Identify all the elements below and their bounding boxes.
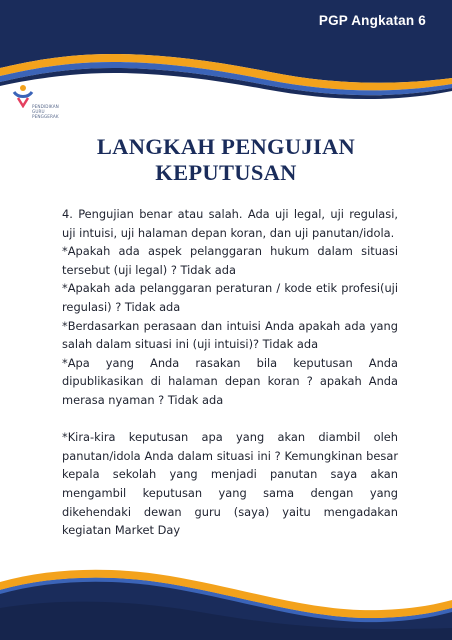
page-title <box>0 134 452 186</box>
guru-penggerak-logo <box>12 80 78 120</box>
paragraph-spacer <box>62 410 398 429</box>
footer-wave-decoration <box>0 568 452 640</box>
body-paragraph: *Kira-kira keputusan apa yang akan diambil oleh panutan/idola Anda dalam situasi ini ? Kemungkinan besar kepala sekolah yang menjadi panutan saya akan mengambil keputusan yang sama dengan yang dikehendaki dewan guru (saya) yaitu mengadakan kegiatan Market Day <box>62 430 398 538</box>
logo-text-line: PENGGERAK <box>32 114 59 119</box>
logo-text-line: PENDIDIKAN <box>32 104 59 109</box>
title-line: KEPUTUSAN <box>155 160 297 185</box>
body-text <box>62 205 398 540</box>
title-line: LANGKAH PENGUJIAN <box>96 134 356 159</box>
logo-figure-icon <box>12 84 34 108</box>
logo-text-line: GURU <box>32 109 45 114</box>
body-paragraph: *Apakah ada aspek pelanggaran hukum dalam situasi tersebut (uji legal) ? Tidak ada <box>62 244 398 277</box>
body-paragraph: *Apakah ada pelanggaran peraturan / kode etik profesi(uji regulasi) ? Tidak ada <box>62 281 398 314</box>
header-label: PGP Angkatan 6 <box>318 13 426 28</box>
body-paragraph: *Berdasarkan perasaan dan intuisi Anda apakah ada yang salah dalam situasi ini (uji intuisi)? Tidak ada <box>62 318 398 352</box>
body-paragraph: *Apa yang Anda rasakan bila keputusan Anda dipublikasikan di halaman depan koran ? apakah Anda merasa nyaman ? Tidak ada <box>62 355 398 407</box>
body-paragraph: 4. Pengujian benar atau salah. Ada uji legal, uji regulasi, uji intuisi, uji halaman depan koran, dan uji panutan/idola. <box>62 207 398 240</box>
